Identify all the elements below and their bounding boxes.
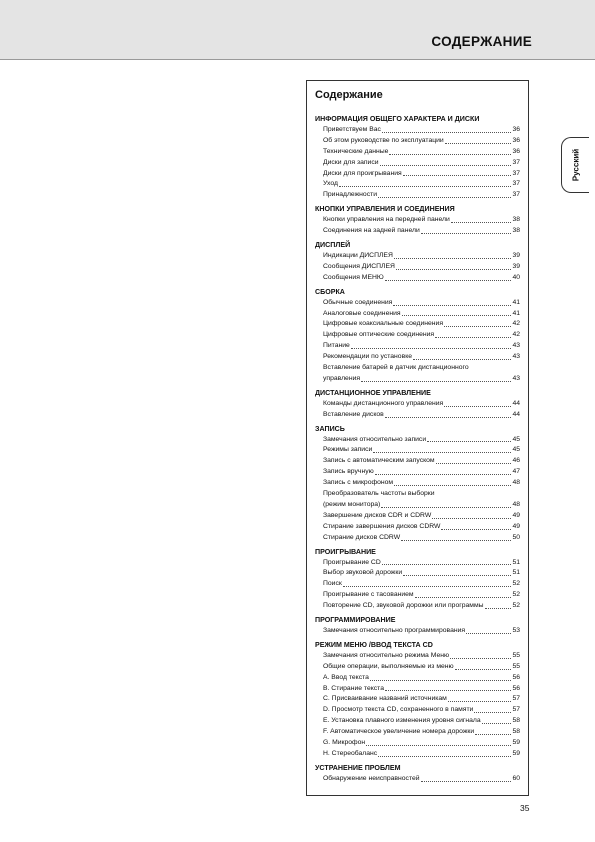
toc-entry-page: 41 <box>512 298 520 306</box>
toc-entry[interactable] <box>315 262 520 273</box>
toc-entry-title: H. Стереобаланс <box>323 749 378 757</box>
toc-entry[interactable] <box>315 319 520 330</box>
toc-entry-page: 55 <box>512 662 520 670</box>
toc-section-heading: СБОРКА <box>315 287 345 296</box>
dot-leader <box>373 445 511 453</box>
toc-entry-title: F. Автоматическое увеличение номера дорожки <box>323 728 475 736</box>
toc-entry[interactable] <box>315 601 520 612</box>
toc-entry-page: 36 <box>512 147 520 155</box>
toc-entry[interactable] <box>315 568 520 579</box>
toc-entry-page: 45 <box>512 446 520 454</box>
toc-entry-page: 42 <box>512 320 520 328</box>
toc-entry-title: Уход <box>323 180 338 188</box>
dot-leader <box>450 651 511 659</box>
dot-leader <box>394 251 512 259</box>
toc-entry-title: Стирание завершения дисков CDRW <box>323 522 441 530</box>
dot-leader <box>436 456 512 464</box>
toc-entry-page: 57 <box>512 706 520 714</box>
dot-leader <box>343 579 512 587</box>
toc-entry-page: 49 <box>512 522 520 530</box>
dot-leader <box>382 125 512 133</box>
toc-entry[interactable] <box>315 467 520 478</box>
toc-entry-title: Вставление батарей в датчик дистанционного <box>323 364 469 372</box>
dot-leader <box>432 511 511 519</box>
toc-entry-title: Аналоговые соединения <box>323 309 401 317</box>
toc-entry-page: 57 <box>512 695 520 703</box>
toc-entry-title: Диски для записи <box>323 158 379 166</box>
dot-leader <box>385 684 511 692</box>
toc-entry[interactable] <box>315 341 520 352</box>
toc-entry-page: 45 <box>512 435 520 443</box>
dot-leader <box>382 558 512 566</box>
toc-entry-page: 44 <box>512 410 520 418</box>
toc-section-heading: ИНФОРМАЦИЯ ОБЩЕГО ХАРАКТЕРА И ДИСКИ <box>315 115 480 123</box>
toc-entry[interactable] <box>315 533 520 544</box>
dot-leader <box>351 341 512 349</box>
toc-entry-title: Запись с микрофоном <box>323 479 394 487</box>
dot-leader <box>415 590 512 598</box>
toc-list <box>315 114 520 785</box>
toc-entry-title: Замечания относительно программирования <box>323 626 466 634</box>
toc-entry-page: 55 <box>512 651 520 659</box>
dot-leader <box>475 727 511 735</box>
dot-leader <box>396 262 511 270</box>
dot-leader <box>402 309 512 317</box>
toc-entry-page: 43 <box>512 353 520 361</box>
toc-entry-title: Запись с автоматическим запуском <box>323 457 435 465</box>
toc-entry-page: 37 <box>512 180 520 188</box>
toc-entry-title: Технические данные <box>323 147 389 155</box>
toc-entry[interactable] <box>315 705 520 716</box>
toc-entry[interactable] <box>315 774 520 785</box>
toc-entry-title: C. Присваивание названий источникам <box>323 695 447 703</box>
toc-entry-title: Проигрывание CD <box>323 558 381 566</box>
dot-leader <box>435 330 511 338</box>
toc-entry[interactable] <box>315 298 520 309</box>
toc-section-heading: ПРОИГРЫВАНИЕ <box>315 547 376 556</box>
toc-entry[interactable] <box>315 522 520 533</box>
toc-entry-page: 50 <box>512 533 520 541</box>
toc-entry-page: 47 <box>512 468 520 476</box>
toc-entry-page: 51 <box>512 558 520 566</box>
toc-entry[interactable] <box>315 273 520 284</box>
toc-entry[interactable] <box>315 179 520 190</box>
toc-entry[interactable] <box>315 147 520 158</box>
toc-entry-title: Индикации ДИСПЛЕЯ <box>323 252 393 260</box>
toc-entry-title: Соединения на задней панели <box>323 227 420 235</box>
toc-entry-title: A. Ввод текста <box>323 673 369 681</box>
toc-entry-page: 60 <box>512 774 520 782</box>
toc-entry[interactable] <box>315 727 520 738</box>
toc-entry-page: 44 <box>512 399 520 407</box>
toc-entry[interactable] <box>315 738 520 749</box>
toc-entry[interactable] <box>315 410 520 421</box>
toc-entry[interactable] <box>315 309 520 320</box>
toc-entry[interactable] <box>315 158 520 169</box>
toc-entry[interactable] <box>315 716 520 727</box>
toc-entry-title: Сообщения МЕНЮ <box>323 273 384 281</box>
toc-entry[interactable] <box>315 169 520 180</box>
toc-entry-page: 53 <box>512 626 520 634</box>
dot-leader <box>445 136 512 144</box>
toc-entry-page: 42 <box>512 331 520 339</box>
toc-entry-page: 36 <box>512 136 520 144</box>
toc-entry-page: 37 <box>512 169 520 177</box>
dot-leader <box>403 568 511 576</box>
toc-entry[interactable] <box>315 251 520 262</box>
toc-entry[interactable] <box>315 662 520 673</box>
dot-leader <box>385 273 512 281</box>
dot-leader <box>375 467 512 475</box>
toc-entry-page: 58 <box>512 717 520 725</box>
toc-entry-title: Сообщения ДИСПЛЕЯ <box>323 262 395 270</box>
toc-entry-title: Поиск <box>323 580 342 588</box>
dot-leader <box>474 705 511 713</box>
toc-entry-title: Выбор звуковой дорожки <box>323 569 403 577</box>
dot-leader <box>421 774 512 782</box>
toc-entry[interactable] <box>315 684 520 695</box>
page-number: 35 <box>520 803 530 813</box>
dot-leader <box>394 478 511 486</box>
toc-entry[interactable] <box>315 651 520 662</box>
toc-entry[interactable] <box>315 399 520 410</box>
dot-leader <box>381 500 511 508</box>
toc-entry-title: D. Просмотр текста CD, сохраненного в памяти <box>323 706 474 714</box>
toc-entry[interactable] <box>315 136 520 147</box>
dot-leader <box>385 410 512 418</box>
toc-entry-page: 39 <box>512 252 520 260</box>
toc-entry-title: G. Микрофон <box>323 738 366 746</box>
toc-section-heading: РЕЖИМ МЕНЮ /ВВОД ТЕКСТА CD <box>315 640 433 649</box>
toc-entry-title: Преобразователь частоты выборки <box>323 490 435 498</box>
toc-entry-title: Вставление дисков <box>323 410 384 418</box>
toc-entry-page: 58 <box>512 728 520 736</box>
toc-title: Содержание <box>315 89 383 101</box>
dot-leader <box>444 399 511 407</box>
toc-entry-title-cont: управления <box>323 374 361 382</box>
dot-leader <box>380 158 512 166</box>
toc-section-heading: УСТРАНЕНИЕ ПРОБЛЕМ <box>315 763 401 772</box>
toc-entry-page: 36 <box>512 126 520 133</box>
toc-entry-title: Принадлежности <box>323 191 378 199</box>
toc-entry[interactable] <box>315 579 520 590</box>
language-tab-label: Русский <box>571 148 580 182</box>
toc-entry-title: E. Установка плавного изменения уровня сигнала <box>323 717 481 725</box>
dot-leader <box>485 601 512 609</box>
toc-entry-page: 59 <box>512 738 520 746</box>
dot-leader <box>421 226 512 234</box>
toc-entry[interactable] <box>315 478 520 489</box>
toc-entry-page: 38 <box>512 227 520 235</box>
dot-leader <box>393 298 511 306</box>
dot-leader <box>413 352 511 360</box>
toc-entry-page: 43 <box>512 374 520 382</box>
toc-entry[interactable] <box>315 558 520 569</box>
toc-section-heading: ДИСПЛЕЙ <box>315 241 351 250</box>
toc-entry[interactable] <box>315 330 520 341</box>
toc-entry[interactable] <box>315 190 520 201</box>
toc-entry-page: 56 <box>512 684 520 692</box>
dot-leader <box>427 435 511 443</box>
toc-entry-title: Цифровые оптические соединения <box>323 331 435 339</box>
dot-leader <box>401 533 511 541</box>
toc-entry-page: 52 <box>512 602 520 610</box>
toc-entry[interactable] <box>315 489 520 511</box>
header-band <box>0 0 595 59</box>
toc-entry-page: 52 <box>512 591 520 599</box>
dot-leader <box>466 626 511 634</box>
toc-entry[interactable] <box>315 352 520 363</box>
toc-entry[interactable] <box>315 435 520 446</box>
toc-entry-page: 48 <box>512 500 520 508</box>
page-header-title: СОДЕРЖАНИЕ <box>431 34 532 49</box>
toc-entry-title: Кнопки управления на передней панели <box>323 216 450 224</box>
toc-entry[interactable] <box>315 215 520 226</box>
toc-entry-title: B. Стирание текста <box>323 684 384 692</box>
dot-leader <box>455 662 512 670</box>
toc-entry-page: 59 <box>512 749 520 757</box>
toc-entry-title-cont: (режим монитора) <box>323 500 381 508</box>
toc-entry-title: Запись вручную <box>323 468 374 476</box>
toc-entry-title: Об этом руководстве по эксплуатации <box>323 136 444 144</box>
toc-entry-title: Обычные соединения <box>323 298 393 306</box>
toc-entry-title: Замечания относительно записи <box>323 435 427 443</box>
toc-entry-page: 39 <box>512 262 520 270</box>
toc-entry-page: 48 <box>512 479 520 487</box>
toc-entry-title: Режимы записи <box>323 446 373 454</box>
toc-entry-page: 52 <box>512 580 520 588</box>
dot-leader <box>403 169 512 177</box>
dot-leader <box>366 738 511 746</box>
toc-entry-page: 41 <box>512 309 520 317</box>
toc-entry-title: Общие операции, выполняемые из меню <box>323 662 454 670</box>
toc-entry-page: 37 <box>512 191 520 199</box>
toc-entry[interactable] <box>315 445 520 456</box>
dot-leader <box>370 673 511 681</box>
toc-entry-page: 56 <box>512 673 520 681</box>
toc-entry[interactable] <box>315 511 520 522</box>
toc-entry-title: Повторение CD, звуковой дорожки или программы <box>323 602 484 610</box>
toc-entry-page: 37 <box>512 158 520 166</box>
toc-entry-title: Обнаружение неисправностей <box>323 774 420 782</box>
toc-section-heading: ПРОГРАММИРОВАНИЕ <box>315 615 396 624</box>
toc-entry[interactable] <box>315 673 520 684</box>
toc-entry[interactable] <box>315 226 520 237</box>
toc-entry-title: Рекомендации по установке <box>323 353 413 361</box>
toc-entry-title: Проигрывание с тасованием <box>323 591 414 599</box>
toc-entry-title: Команды дистанционного управления <box>323 399 444 407</box>
header-rule <box>0 59 595 60</box>
toc-entry-page: 43 <box>512 342 520 350</box>
toc-entry-page: 51 <box>512 569 520 577</box>
dot-leader <box>389 147 511 155</box>
toc-section-heading: ЗАПИСЬ <box>315 424 345 433</box>
toc-section-heading: КНОПКИ УПРАВЛЕНИЯ И СОЕДИНЕНИЯ <box>315 205 455 214</box>
dot-leader <box>378 190 511 198</box>
toc-entry-title: Приветствуем Вас <box>323 126 381 133</box>
toc-entry[interactable] <box>315 694 520 705</box>
toc-entry-page: 46 <box>512 457 520 465</box>
dot-leader <box>361 374 511 382</box>
toc-entry-title: Замечания относительно режима Меню <box>323 651 450 659</box>
dot-leader <box>378 749 511 757</box>
dot-leader <box>441 522 511 530</box>
toc-entry-page: 49 <box>512 511 520 519</box>
toc-entry-title: Питание <box>323 342 350 350</box>
dot-leader <box>339 179 512 187</box>
toc-entry-page: 38 <box>512 216 520 224</box>
toc-section-heading: ДИСТАНЦИОННОЕ УПРАВЛЕНИЕ <box>315 388 431 397</box>
dot-leader <box>448 694 512 702</box>
language-tab <box>561 137 589 193</box>
dot-leader <box>482 716 512 724</box>
toc-entry-title: Стирание дисков CDRW <box>323 533 401 541</box>
toc-entry[interactable] <box>315 456 520 467</box>
toc-entry[interactable] <box>315 749 520 760</box>
toc-entry[interactable] <box>315 590 520 601</box>
dot-leader <box>451 215 512 223</box>
toc-entry-title: Цифровые коаксиальные соединения <box>323 320 444 328</box>
toc-entry-title: Диски для проигрывания <box>323 169 402 177</box>
toc-entry-title: Завершение дисков CDR и CDRW <box>323 511 432 519</box>
toc-entry[interactable] <box>315 125 520 136</box>
toc-entry[interactable] <box>315 363 520 385</box>
toc-entry[interactable] <box>315 626 520 637</box>
toc-entry-page: 40 <box>512 273 520 281</box>
dot-leader <box>444 319 511 327</box>
